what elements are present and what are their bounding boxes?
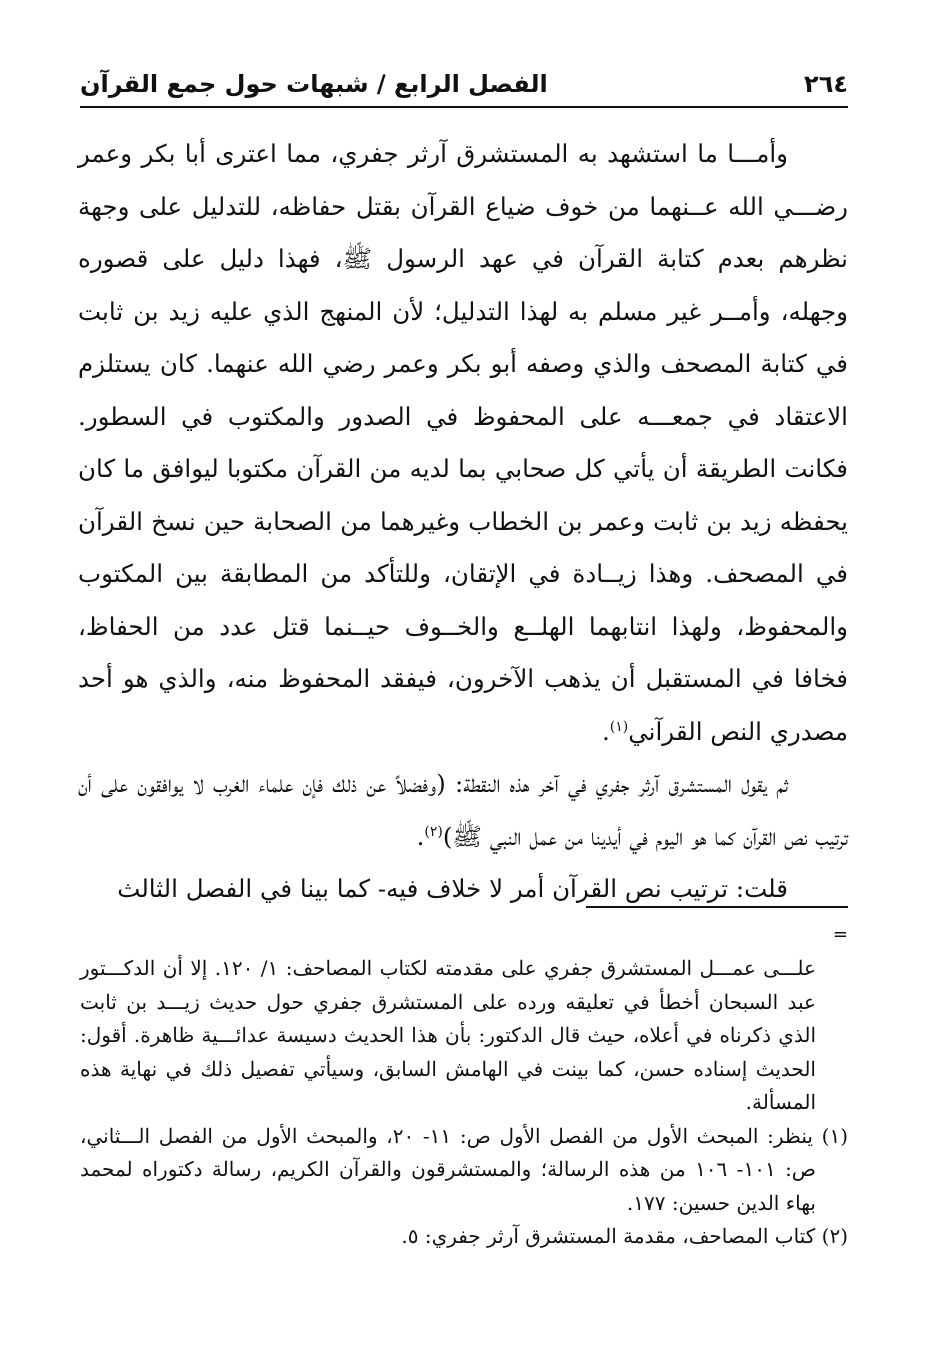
page-header xyxy=(80,62,848,106)
footnote-continuation: علـــى عمـــل المستشرق جفري على مقدمته لكتاب المصاحف: ١/ ١٢٠. إلا أن الدكـــتور عبد السبحان أخطأ في تعليقه ورده على المستشرق جفري حول حديث زيـــد بن ثابت الذي ذكرناه في أعلاه، حيث قال الدكتور: بأن هذا الحديث دسيسة عدائـــية ظاهرة. أقول: الحديث إسناده حسن، كما بينت في الهامش السابق، وسيأتي تفصيل ذلك في نهاية هذه المسألة. xyxy=(80,956,816,1114)
footnote-1 xyxy=(80,1120,848,1221)
main-text xyxy=(78,128,848,916)
footnote-text-1: ينظر: المبحث الأول من الفصل الأول ص: ١١- ٢٠، والمبحث الأول من الفصل الـــثاني، ص: ١٠١- ١٠٦ من هذه الرسالة؛ والمستشرقون والقرآن الكريم، رسالة دكتوراه لمحمد بهاء الدين حسين: ١٧٧. xyxy=(80,1123,816,1215)
footnote-marker-2: (٢) xyxy=(821,1224,848,1248)
body-paragraph-3: قلت: ترتيب نص القرآن أمر لا خلاف فيه- كما بينا في الفصل الثالث xyxy=(117,874,788,903)
footnote-ref-2: (٢) xyxy=(424,823,443,840)
page-number: ٢٦٤ xyxy=(804,70,848,98)
body-paragraph-2: ثم يقول المستشرق آرثر جفري في آخر هذه النقطة: (وفضلاً عن ذلك فإن علماء الغرب لا يوافقون على أن ترتيب نص القرآن كما هو اليوم في أيدينا من عمل النبي ﷺ)$^{(٢)}$. xyxy=(78,769,848,851)
footnote-continuation-mark: = xyxy=(832,924,848,945)
footnotes xyxy=(80,952,848,1254)
footnote-marker-1: (١) xyxy=(821,1123,849,1148)
footnote-ref-1: (١) xyxy=(609,718,629,735)
running-title: الفصل الرابع / شبهات حول جمع القرآن xyxy=(80,70,548,98)
footnote-2 xyxy=(80,1220,848,1254)
body-paragraph-1: وأمـــا ما استشهد به المستشرق آرثر جفري، مما اعترى أبا بكر وعمر رضـــي الله عــنهما من خوف ضياع القرآن بقتل حفاظه، للتدليل على وجهة نظرهم بعدم كتابة القرآن في عهد الرسول ﷺ، فهذا دليل على قصوره وجهله، وأمــر غير مسلم به لهذا التدليل؛ لأن المنهج الذي عليه زيد بن ثابت في كتابة المصحف والذي وصفه أبو بكر وعمر رضي الله عنهما. كان يستلزم الاعتقاد في جمعـــه على المحفوظ في الصدور والمكتوب في السطور. فكانت الطريقة أن يأتي كل صحابي بما لديه من القرآن مكتوبا ليوافق ما كان يحفظه زيد بن ثابت وعمر بن الخطاب وغيرهما من الصحابة حين نسخ القرآن في المصحف. وهذا زيــادة في الإتقان، وللتأكد من المطابقة بين المكتوب والمحفوظ، ولهذا انتابهما الهلــع والخــوف حيــنما قتل عدد من الحفاظ، فخافا في المستقبل أن يذهب الآخرون، فيفقد المحفوظ منه، والذي هو أحد مصدري النص القرآني$^{(١)}$. xyxy=(78,139,848,746)
header-rule xyxy=(80,106,848,108)
footnote-separator xyxy=(586,906,848,908)
footnote-text-2: كتاب المصاحف، مقدمة المستشرق آرثر جفري: ٥. xyxy=(401,1224,816,1248)
